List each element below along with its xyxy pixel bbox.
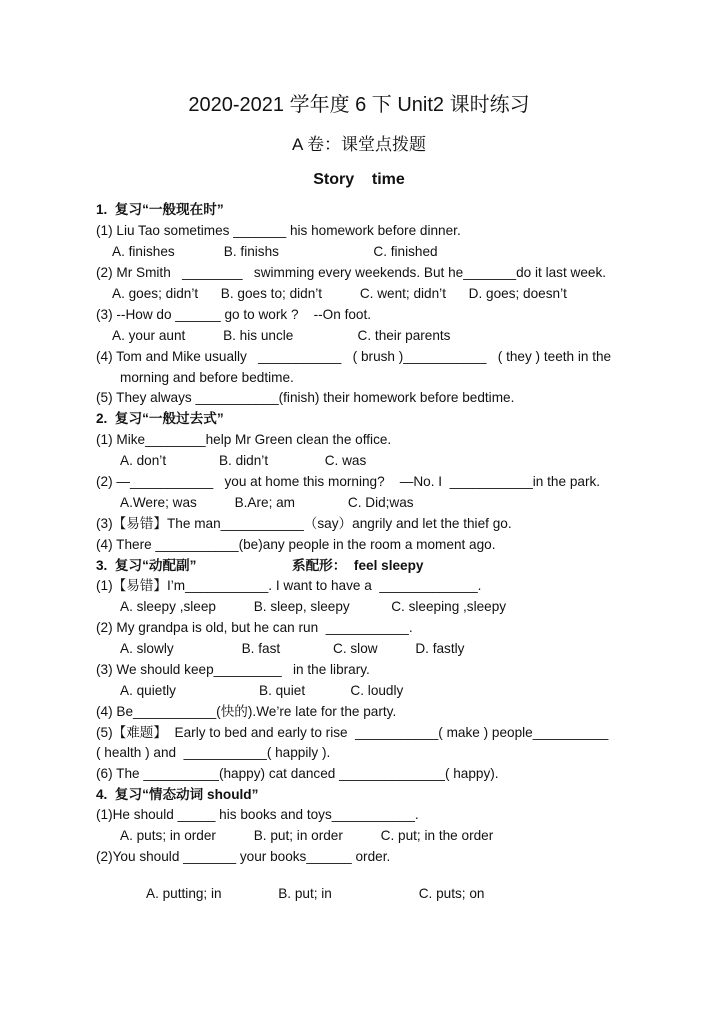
answer-options: A. putting; in B. put; in C. puts; on <box>146 886 485 901</box>
question: (3)【易错】The man___________（say）angrily and let the thief go. <box>96 516 512 531</box>
answer-options: A. slowly B. fast C. slow D. fastly <box>120 641 465 656</box>
question: (1) Mike________help Mr Green clean the office. <box>96 432 392 447</box>
section-heading: 3. 复习“动配副” <box>96 558 197 573</box>
question: (4) Be___________(快的).We’re late for the party. <box>96 704 397 719</box>
question-continuation: ( health ) and ___________( happily ). <box>96 745 331 760</box>
section-heading: 2. 复习“一般过去式” <box>96 411 224 426</box>
section-heading: 1. 复习“一般现在时” <box>96 202 224 217</box>
question: (3) We should keep_________ in the library. <box>96 662 370 677</box>
question: (3) --How do ______ go to work ? --On foot. <box>96 307 372 322</box>
question: (1)【易错】I’m___________. I want to have a _____________. <box>96 578 482 593</box>
question: (4) There ___________(be)any people in the room a moment ago. <box>96 537 496 552</box>
answer-options: A. your aunt B. his uncle C. their parents <box>112 328 451 343</box>
answer-options: A. sleepy ,sleep B. sleep, sleepy C. sleeping ,sleepy <box>120 599 507 614</box>
question: (1) Liu Tao sometimes _______ his homework before dinner. <box>96 223 461 238</box>
question: (2)You should _______ your books______ order. <box>96 849 391 864</box>
worksheet-subtitle: A 卷：课堂点拨题 <box>291 135 427 154</box>
question-continuation: morning and before bedtime. <box>120 370 294 385</box>
question: (1)He should _____ his books and toys___________. <box>96 807 419 822</box>
question: (5)【难题】 Early to bed and early to rise ___________( make ) people__________ <box>96 725 609 740</box>
section-heading: 4. 复习“情态动词 should” <box>96 787 259 802</box>
worksheet-title: 2020-2021 学年度 6 下 Unit2 课时练习 <box>188 94 530 116</box>
question: (5) They always ___________(finish) their homework before bedtime. <box>96 390 515 405</box>
answer-options: A.Were; was B.Are; am C. Did;was <box>120 495 414 510</box>
answer-options: A. finishes B. finishs C. finished <box>112 244 438 259</box>
answer-options: A. quietly B. quiet C. loudly <box>120 683 404 698</box>
section-note: 系配形： feel sleepy <box>292 558 424 573</box>
answer-options: A. don’t B. didn’t C. was <box>120 453 367 468</box>
question: (2) —___________ you at home this morning? —No. I ___________in the park. <box>96 474 601 489</box>
question: (6) The __________(happy) cat danced ______________( happy). <box>96 766 499 781</box>
question: (2) Mr Smith ________ swimming every weekends. But he_______do it last week. <box>96 265 607 280</box>
answer-options: A. puts; in order B. put; in order C. put; in the order <box>120 828 494 843</box>
answer-options: A. goes; didn’t B. goes to; didn’t C. went; didn’t D. goes; doesn’t <box>112 286 567 301</box>
section-name: Story time <box>313 171 405 188</box>
question: (4) Tom and Mike usually ___________ ( brush )___________ ( they ) teeth in the <box>96 349 612 364</box>
question: (2) My grandpa is old, but he can run ___________. <box>96 620 413 635</box>
